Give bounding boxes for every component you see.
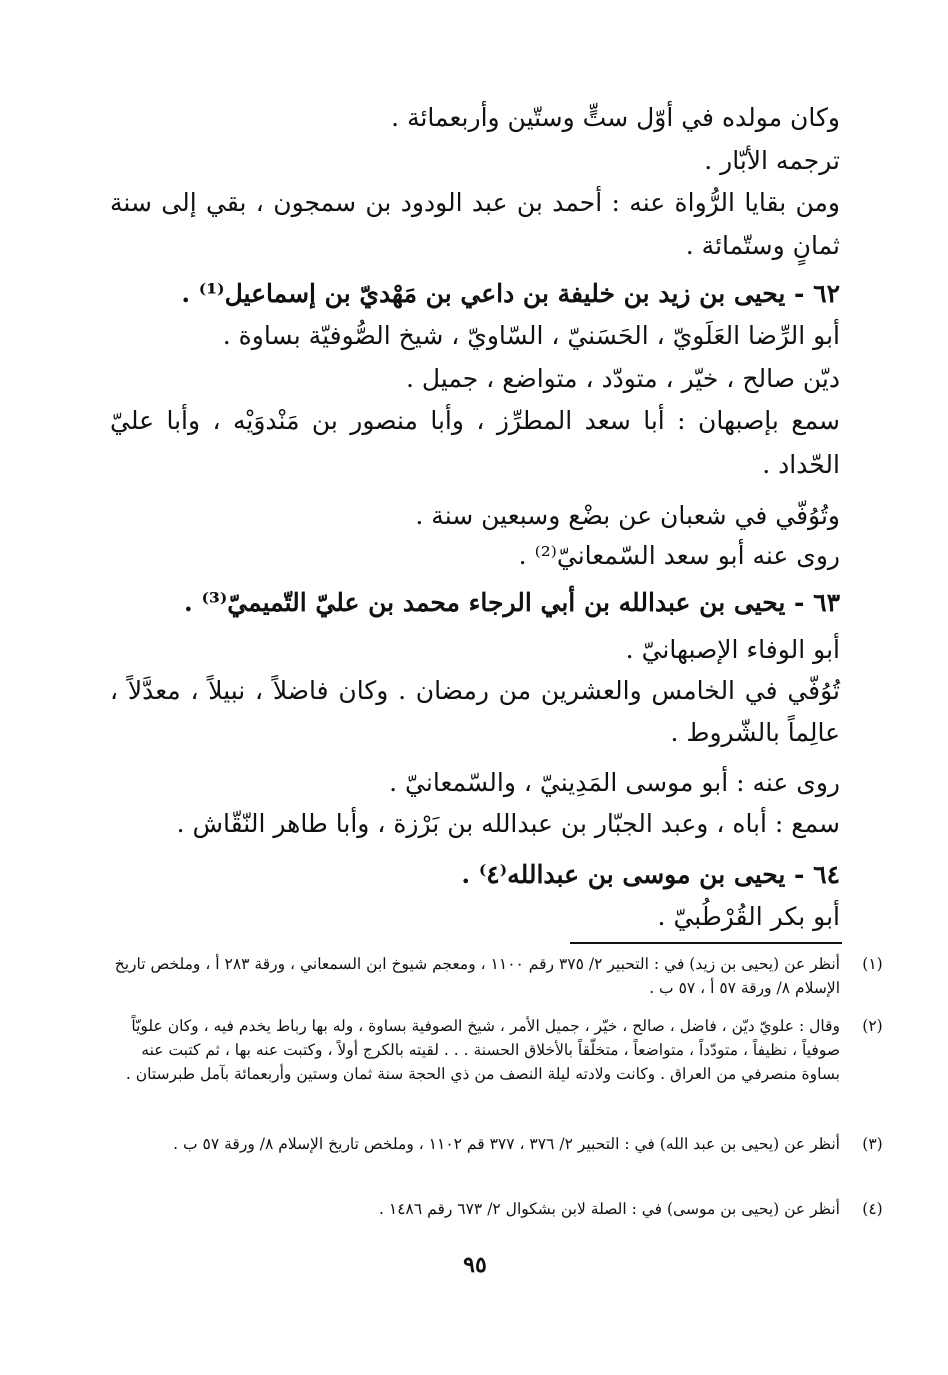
body-line: الحّداد . (762, 450, 840, 479)
footnote-text: أنظر عن (يحيى بن موسى) في : الصلة لابن بشكوال ٢/ ٦٧٣ رقم ١٤٨٦ . (379, 1200, 840, 1218)
body-line: ديّن صالح ، خيّر ، متودّد ، متواضع ، جميل . (405, 364, 840, 393)
footnote-number: (٢) (862, 1017, 883, 1035)
footnote (105, 1014, 883, 1086)
body-line: أبو الرِّضا العَلَويّ ، الحَسَنيّ ، السّاويّ ، شيخ الصُّوفيّة بساوة . (222, 321, 840, 350)
body-line: أبو بكر القُرْطُبيّ . (657, 902, 840, 931)
footnote (105, 1132, 883, 1156)
footnote-text: أنظر عن (يحيى بن عبد الله) في : التحبير ٢/ ٣٧٦ ، ٣٧٧ قم ١١٠٢ ، وملخص تاريخ الإسلام ٨/ ورقة ٥٧ ب . (173, 1135, 840, 1153)
page-number: ٩٥ (463, 1252, 487, 1278)
body-line: أبو الوفاء الإصبهانيّ . (625, 635, 840, 664)
body-line: ثمانٍ وستّمائة . (685, 231, 840, 260)
footnote-text: أنظر عن (يحيى بن زيد) في : التحبير ٢/ ٣٧٥ رقم ١١٠٠ ، ومعجم شيوخ ابن السمعاني ، ورقة ٢٨٣ أ ، وملخص تاريخ الإسلام ٨/ ورقة ٥٧ أ ، ٥٧ ب . (114, 955, 840, 997)
body-line: روى عنه أبو سعد السّمعانيّ⁽²⁾ . (518, 541, 840, 570)
body-line: وكان مولده في أوّل ستٍّ وستّين وأربعمائة . (391, 103, 840, 132)
footnote-number: (١) (862, 955, 883, 973)
footnote (105, 1197, 883, 1221)
footnote-text: وقال : علويّ ديّن ، فاضل ، صالح ، خيّر ، جميل الأمر ، شيخ الصوفية بساوة ، وله بها رباط يخدم فيه ، وكان علويّاً صوفياً ، نظيفاً ، متودّداً ، متواضعاً ، متخلّقاً بالأخلاق الحسنة . . . لقيته بالكرج أولاً ، وكتبت عنه بها ، ثم كتبت عنه بساوة منصرفي من العراق . وكانت ولادته ليلة النصف من ذي الحجة سنة ثمان وستين وأربعمائة بآمل طبرستان . (125, 1017, 840, 1083)
body-line: تُوُفّي في الخامس والعشرين من رمضان . وكان فاضلاً ، نبيلاً ، معدَّلاً ، (110, 676, 840, 705)
body-line: سمع : أباه ، وعبد الجبّار بن عبدالله بن بَرْزة ، وأبا طاهر النّقّاش . (176, 809, 840, 838)
entry-heading-63: ٦٣ - يحيى بن عبدالله بن أبي الرجاء محمد بن عليّ التّميميّ⁽³⁾ . (184, 588, 840, 617)
footnote-number: (٣) (862, 1135, 883, 1153)
entry-heading-64: ٦٤ - يحيى بن موسى بن عبدالله⁽٤⁾ . (461, 860, 840, 889)
body-line: ومن بقايا الرُّواة عنه : أحمد بن عبد الودود بن سمجون ، بقي إلى سنة (110, 188, 840, 217)
footnote-number: (٤) (862, 1200, 883, 1218)
footnote (105, 952, 883, 1000)
body-line: ترجمه الأبّار . (704, 146, 840, 175)
footnote-separator (570, 942, 842, 944)
entry-heading-62: ٦٢ - يحيى بن زيد بن خليفة بن داعي بن مَهْديّ بن إسماعيل⁽¹⁾ . (181, 279, 840, 308)
body-line: روى عنه : أبو موسى المَدِينيّ ، والسّمعانيّ . (389, 768, 840, 797)
body-line: سمع بإصبهان : أبا سعد المطرِّز ، وأبا منصور بن مَنْدوَيْه ، وأبا عليّ (110, 406, 840, 435)
body-line: وتُوُفّي في شعبان عن بضْع وسبعين سنة . (415, 501, 840, 530)
body-line: عالِماً بالشّروط . (670, 718, 840, 747)
